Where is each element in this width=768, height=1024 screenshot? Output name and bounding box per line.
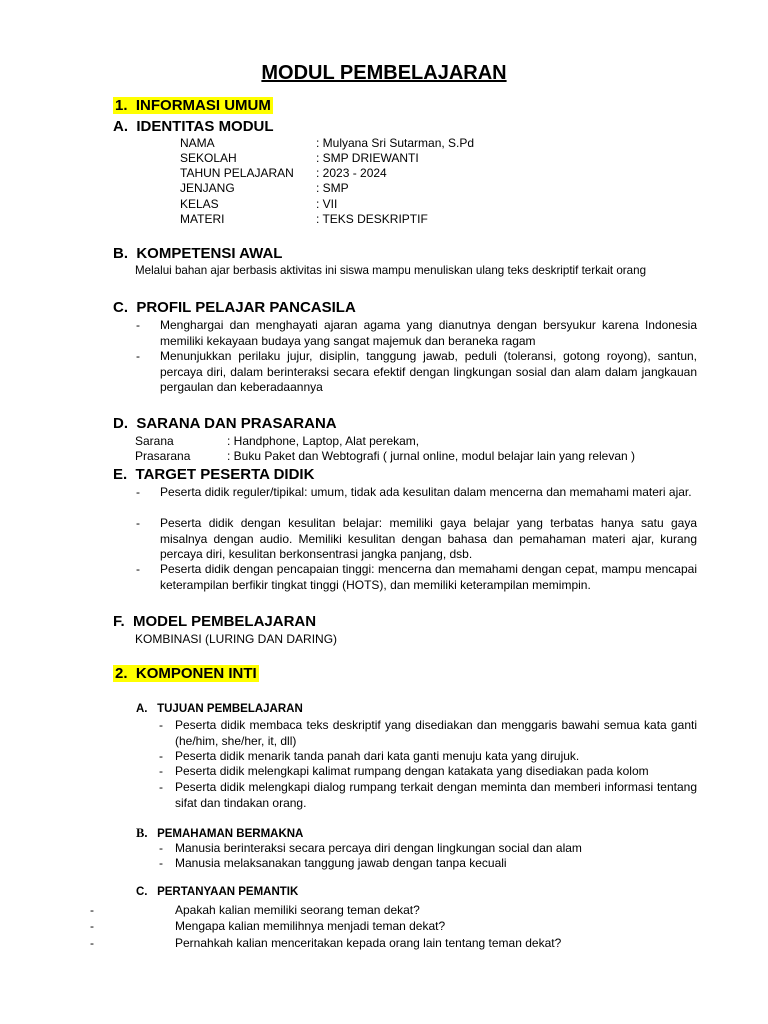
pemantik-item: Mengapa kalian memilihnya menjadi teman dekat? [175,919,446,933]
target-label: TARGET PESERTA DIDIK [135,466,315,483]
pemantik-item: Apakah kalian memiliki seorang teman dekat? [175,903,420,917]
identitas-key-nama: NAMA [180,136,215,150]
section-2-highlight [113,665,259,682]
section-2-label: KOMPONEN INTI [135,665,257,682]
profil-heading [113,299,356,316]
tujuan-item: Peserta didik membaca teks deskriptif yang disediakan dan menggaris bawahi semua kata ganti (he/him, she/her, it, dll) [175,718,697,748]
identitas-value-materi: : TEKS DESKRIPTIF [316,212,428,226]
pemantik-letter: C. [136,886,148,898]
identitas-value-tahun: : 2023 - 2024 [316,166,387,180]
tujuan-bullet: - [159,718,163,732]
pemahaman-letter: B. [136,826,148,840]
identitas-letter: A. [113,118,128,135]
model-heading [113,613,316,630]
identitas-value-kelas: : VII [316,197,338,211]
kompetensi-label: KOMPETENSI AWAL [136,245,283,262]
identitas-key-tahun: TAHUN PELAJARAN [180,166,294,180]
prasarana-value: : Buku Paket dan Webtografi ( jurnal online, modul belajar lain yang relevan ) [227,449,636,463]
pemahaman-heading [136,826,303,841]
sarana-letter: D. [113,415,128,432]
identitas-value-jenjang: : SMP [316,181,349,195]
prasarana-key: Prasarana [135,449,191,463]
section-2-heading [113,665,259,682]
model-letter: F. [113,613,125,630]
kompetensi-letter: B. [113,245,128,262]
pemantik-bullet: - [90,936,94,950]
identitas-key-sekolah: SEKOLAH [180,151,237,165]
tujuan-item: Peserta didik melengkapi kalimat rumpang dengan katakata yang disediakan pada kolom [175,764,649,778]
target-item: Peserta didik dengan pencapaian tinggi: mencerna dan memahami dengan cepat, mampu mencapai keterampilan berfikir tingkat tinggi (HOTS), dan memiliki keterampilan memimpin. [160,562,697,592]
identitas-value-sekolah: : SMP DRIEWANTI [316,151,419,165]
profil-letter: C. [113,299,128,316]
target-item: Peserta didik dengan kesulitan belajar: memiliki gaya belajar yang terbatas hanya satu gaya misalnya dengan audio. Memiliki kesulitan dengan bahasa dan pemahaman materi ajar, kurang percaya diri, kesulitan berkonsentrasi jangka panjang, dsb. [160,516,697,561]
tujuan-item: Peserta didik melengkapi dialog rumpang terkait dengan meminta dan memberi informasi tentang sifat dan tindakan orang. [175,780,697,810]
sarana-value: : Handphone, Laptop, Alat perekam, [227,434,420,448]
pemantik-heading [136,886,298,898]
target-heading [113,466,314,483]
tujuan-label: TUJUAN PEMBELAJARAN [157,703,303,715]
tujuan-heading [136,703,303,715]
pemantik-item: Pernahkah kalian menceritakan kepada orang lain tentang teman dekat? [175,936,562,950]
pemantik-bullet: - [90,903,94,917]
profil-item: Menghargai dan menghayati ajaran agama yang dianutnya dengan bersyukur karena Indonesia memiliki kekayaan budaya yang sangat majemuk dan beraneka ragam [160,318,697,348]
tujuan-item: Peserta didik menarik tanda panah dari kata ganti menuju kata yang dirujuk. [175,749,580,763]
profil-label: PROFIL PELAJAR PANCASILA [136,299,356,316]
model-text: KOMBINASI (LURING DAN DARING) [135,632,338,646]
profil-bullet: - [136,349,140,363]
kompetensi-heading [113,245,282,262]
tujuan-letter: A. [136,703,148,715]
pemahaman-item: Manusia berinteraksi secara percaya diri dengan lingkungan social dan alam [175,841,582,855]
pemahaman-item: Manusia melaksanakan tanggung jawab dengan tanpa kecuali [175,856,507,870]
sarana-key: Sarana [135,434,174,448]
pemahaman-bullet: - [159,841,163,855]
kompetensi-text: Melalui bahan ajar berbasis aktivitas ini siswa mampu menuliskan ulang teks deskriptif terkait orang [135,264,647,277]
page-title: MODUL PEMBELAJARAN [261,62,507,84]
target-item: Peserta didik reguler/tipikal: umum, tidak ada kesulitan dalam mencerna dan memahami materi ajar. [160,485,692,499]
identitas-key-kelas: KELAS [180,197,219,211]
pemantik-bullet: - [90,919,94,933]
profil-bullet: - [136,318,140,332]
sarana-heading [113,415,337,432]
tujuan-bullet: - [159,749,163,763]
identitas-label: IDENTITAS MODUL [136,118,274,135]
model-label: MODEL PEMBELAJARAN [133,613,317,630]
profil-item: Menunjukkan perilaku jujur, disiplin, tanggung jawab, peduli (toleransi, gotong royong), santun, percaya diri, dalam berinteraksi secara efektif dengan lingkungan sosial dan alam dalam jangkauan pergaulan dan keberadaannya [160,349,697,394]
pemahaman-label: PEMAHAMAN BERMAKNA [157,828,304,840]
section-1-highlight [113,97,273,114]
pemantik-label: PERTANYAAN PEMANTIK [157,886,299,898]
target-bullet: - [136,485,140,499]
tujuan-bullet: - [159,764,163,778]
section-1-label: INFORMASI UMUM [135,97,271,114]
identitas-value-nama: : Mulyana Sri Sutarman, S.Pd [316,136,475,150]
section-1-heading [113,97,273,114]
target-bullet: - [136,516,140,530]
identitas-key-jenjang: JENJANG [180,181,235,195]
target-bullet: - [136,562,140,576]
section-2-number: 2. [115,665,128,682]
tujuan-bullet: - [159,780,163,794]
identitas-key-materi: MATERI [180,212,225,226]
target-letter: E. [113,466,128,483]
sarana-label: SARANA DAN PRASARANA [136,415,337,432]
section-1-number: 1. [115,97,128,114]
identitas-heading [113,118,274,135]
pemahaman-bullet: - [159,856,163,870]
